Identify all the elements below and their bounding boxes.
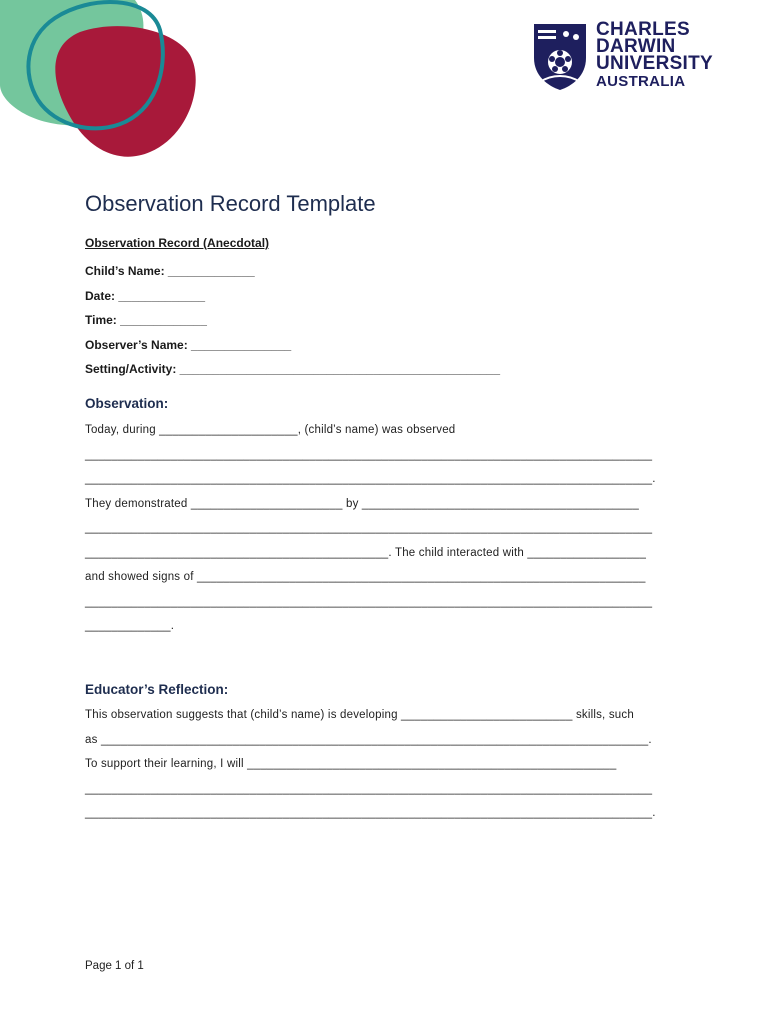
observation-heading: Observation: xyxy=(85,396,169,411)
reflection-heading: Educator’s Reflection: xyxy=(85,682,229,697)
field-observers-name: Observer’s Name: _______________ xyxy=(85,338,292,352)
logo-text-line-2: DARWIN xyxy=(596,36,676,57)
university-logo xyxy=(532,20,742,96)
reflection-line: This observation suggests that (child’s name) is developing __________________________ skills, such xyxy=(85,709,634,721)
field-date: Date: _____________ xyxy=(85,289,206,303)
observation-line: ______________________________________________________________________________________ xyxy=(85,596,653,608)
observation-line: ______________________________________________________________________________________ xyxy=(85,449,653,461)
reflection-line: ______________________________________________________________________________________ xyxy=(85,783,653,795)
observation-line: They demonstrated _______________________ by __________________________________________ xyxy=(85,498,639,510)
page-number: Page 1 of 1 xyxy=(85,960,144,972)
red-blob-shape xyxy=(55,26,195,157)
field-childs-name: Child’s Name: _____________ xyxy=(85,264,255,278)
observation-line: ______________________________________________________________________________________ xyxy=(85,522,653,534)
observation-line: ______________________________________________________________________________________. xyxy=(85,473,656,485)
reflection-line: ______________________________________________________________________________________. xyxy=(85,807,656,819)
corner-decoration xyxy=(0,0,210,170)
field-setting-activity: Setting/Activity: ________________________________________________ xyxy=(85,362,501,376)
logo-text-line-1: CHARLES xyxy=(596,19,690,40)
page-title: Observation Record Template xyxy=(85,191,376,216)
observation-line: ______________________________________________. The child interacted with __________________ xyxy=(85,547,647,559)
record-subtitle: Observation Record (Anecdotal) xyxy=(85,236,270,250)
observation-line: Today, during _____________________, (child’s name) was observed xyxy=(85,424,456,436)
reflection-line: as ___________________________________________________________________________________. xyxy=(85,734,652,746)
shield-crest-icon xyxy=(532,22,588,92)
field-time: Time: _____________ xyxy=(85,313,207,327)
observation-line: _____________. xyxy=(85,620,175,632)
logo-text-line-4: AUSTRALIA xyxy=(596,73,686,90)
reflection-line: To support their learning, I will ________________________________________________________ xyxy=(85,758,617,770)
observation-line: and showed signs of ____________________________________________________________________ xyxy=(85,571,646,583)
logo-text-line-3: UNIVERSITY xyxy=(596,53,714,74)
